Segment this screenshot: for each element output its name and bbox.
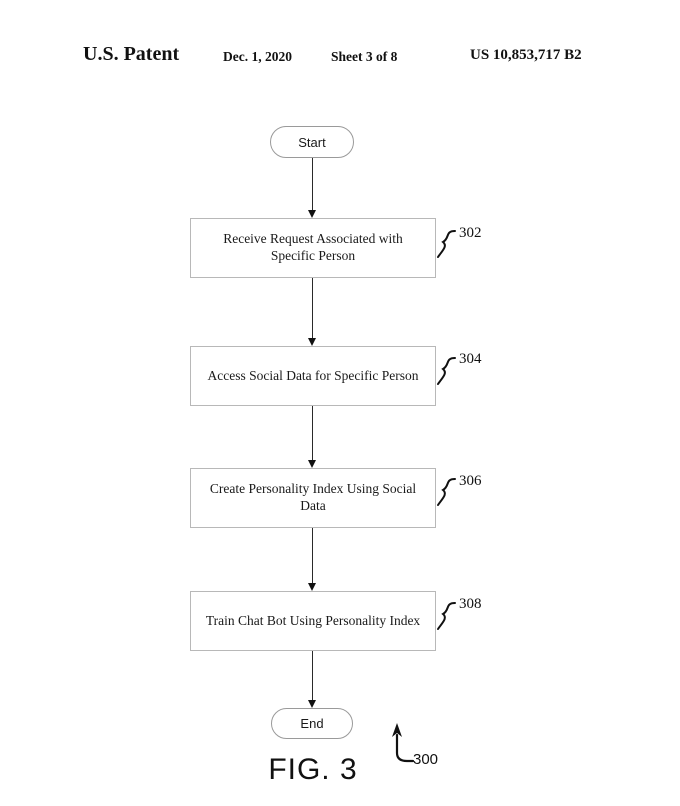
arrow-head-icon xyxy=(308,700,316,708)
patent-date: Dec. 1, 2020 xyxy=(223,49,292,64)
end-label: End xyxy=(300,716,324,731)
start-label: Start xyxy=(298,134,326,150)
arrow-shaft xyxy=(312,278,313,339)
process-label-306: Create Personality Index Using Social Data xyxy=(209,481,417,513)
ref-number-308: 308 xyxy=(459,596,482,612)
arrow-head-icon xyxy=(308,460,316,468)
patent-sheet-number: Sheet 3 of 8 xyxy=(331,49,398,64)
process-box-302 xyxy=(190,218,436,278)
flow-arrow-304-to-306 xyxy=(308,406,317,468)
ref-number-304: 304 xyxy=(459,351,482,367)
lead-line-304 xyxy=(436,356,456,386)
process-label-302: Receive Request Associated with Specific Person xyxy=(223,231,403,263)
flow-arrow-start-to-302 xyxy=(308,158,317,218)
flowchart-start-node xyxy=(270,126,354,158)
arrow-shaft xyxy=(312,406,313,461)
arrow-head-icon xyxy=(308,210,316,218)
arrow-head-icon xyxy=(308,583,316,591)
arrow-head-icon xyxy=(308,338,316,346)
patent-number: US 10,853,717 B2 xyxy=(470,47,582,63)
lead-line-302 xyxy=(436,229,456,259)
process-box-306 xyxy=(190,468,436,528)
process-label-308: Train Chat Bot Using Personality Index xyxy=(205,612,421,628)
flowchart-end-node xyxy=(271,708,353,739)
process-box-304 xyxy=(190,346,436,406)
figure-caption: FIG. 3 xyxy=(268,753,358,786)
flow-arrow-302-to-304 xyxy=(308,278,317,346)
lead-line-306 xyxy=(436,477,456,507)
flow-arrow-308-to-end xyxy=(308,651,317,708)
process-box-308 xyxy=(190,591,436,651)
arrow-shaft xyxy=(312,528,313,584)
flow-arrow-306-to-308 xyxy=(308,528,317,591)
ref-number-306: 306 xyxy=(459,473,482,489)
lead-line-308 xyxy=(436,601,456,631)
arrow-shaft xyxy=(312,651,313,701)
diagram-ref-number: 300 xyxy=(413,751,439,768)
process-label-304: Access Social Data for Specific Person xyxy=(207,367,419,383)
ref-number-302: 302 xyxy=(459,225,482,241)
patent-publication-label: U.S. Patent xyxy=(83,43,180,65)
arrow-shaft xyxy=(312,158,313,211)
